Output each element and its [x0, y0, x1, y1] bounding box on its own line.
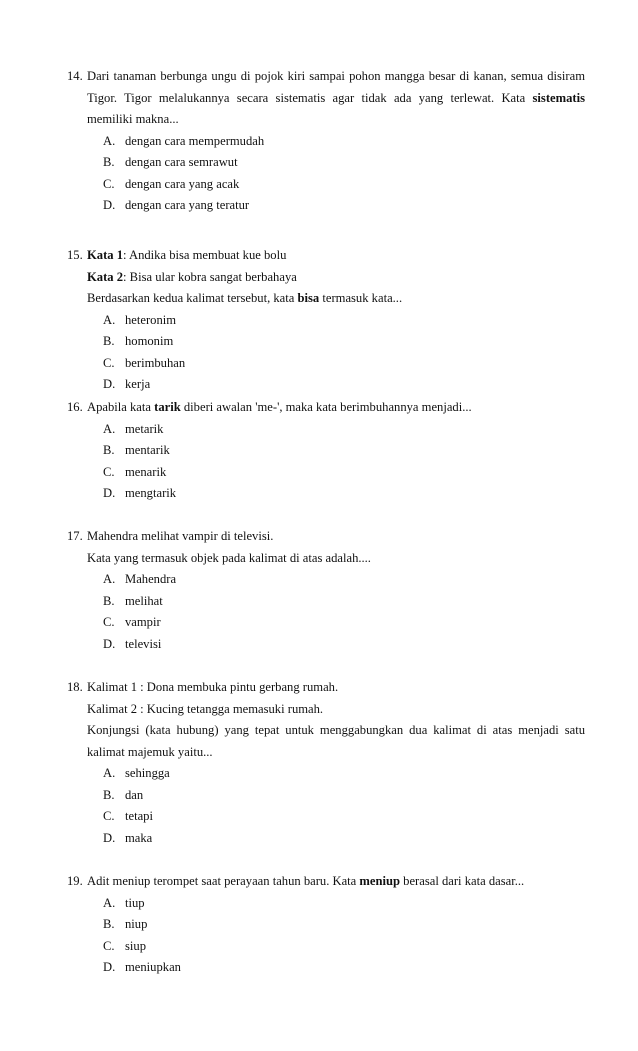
option-letter: B. — [103, 155, 115, 169]
bold-keyword: bisa — [297, 291, 320, 305]
question-text: Apabila kata — [87, 400, 155, 414]
option-text: dengan cara semrawut — [125, 155, 238, 169]
question-text-line — [67, 548, 585, 570]
question-text: Mahendra melihat vampir di televisi. — [87, 529, 274, 543]
option-text: menarik — [125, 464, 167, 479]
question-text: Dari tanaman berbunga ungu di pojok kiri sampai pohon mangga besar di kanan, semua disiram — [87, 69, 585, 83]
question-number: 16. — [67, 400, 83, 414]
question-text: Kalimat 2 : Kucing tetangga memasuki rumah. — [87, 701, 324, 716]
question-text-line — [67, 871, 585, 893]
question-text-line — [67, 742, 585, 764]
question-text: memiliki makna... — [87, 112, 179, 126]
option-letter: D. — [103, 486, 116, 500]
option-text: maka — [125, 830, 153, 845]
option-b[interactable] — [67, 785, 585, 807]
option-d[interactable] — [67, 634, 585, 656]
bold-keyword: sistematis — [532, 90, 585, 105]
option-text: mengtarik — [125, 486, 177, 500]
option-b[interactable] — [67, 152, 585, 174]
option-text: vampir — [125, 615, 161, 629]
option-c[interactable] — [67, 353, 585, 375]
option-text: dengan cara yang acak — [125, 176, 240, 191]
question-text-line — [67, 699, 585, 721]
option-text: dengan cara yang teratur — [125, 198, 250, 212]
option-letter: D. — [103, 830, 116, 845]
option-text: siup — [125, 938, 146, 953]
question-text: : Andika bisa membuat kue bolu — [123, 248, 287, 262]
question-text: Tigor. Tigor melalukannya secara sistematis agar tidak ada yang terlewat. Kata — [87, 90, 533, 105]
option-letter: C. — [103, 938, 115, 953]
option-b[interactable] — [67, 331, 585, 353]
question-text: termasuk kata... — [319, 291, 403, 305]
option-letter: C. — [103, 615, 115, 629]
question-text: kalimat majemuk yaitu... — [87, 744, 213, 759]
question-number: 19. — [67, 874, 83, 888]
question-text-line — [67, 66, 585, 88]
question-text-line — [67, 397, 585, 419]
question-text: Konjungsi (kata hubung) yang tepat untuk menggabungkan dua kalimat di atas menjadi satu — [87, 723, 585, 737]
question-text: Berdasarkan kedua kalimat tersebut, kata — [87, 291, 298, 305]
option-letter: B. — [103, 593, 115, 608]
option-letter: A. — [103, 766, 116, 780]
option-c[interactable] — [67, 806, 585, 828]
option-text: kerja — [125, 377, 151, 391]
option-a[interactable] — [67, 763, 585, 785]
option-letter: C. — [103, 355, 115, 370]
question-text-line — [67, 267, 585, 289]
option-a[interactable] — [67, 310, 585, 332]
question-text: diberi awalan 'me-', maka kata berimbuhannya menjadi... — [180, 400, 472, 414]
question-text-line — [67, 288, 585, 310]
option-c[interactable] — [67, 612, 585, 634]
option-text: melihat — [125, 593, 163, 608]
option-text: heteronim — [125, 312, 177, 327]
option-text: sehingga — [125, 766, 170, 780]
option-a[interactable] — [67, 131, 585, 153]
question-text: Kalimat 1 : Dona membuka pintu gerbang rumah. — [87, 680, 339, 694]
question-14 — [67, 66, 585, 217]
option-c[interactable] — [67, 174, 585, 196]
option-c[interactable] — [67, 462, 585, 484]
option-text: televisi — [125, 636, 162, 651]
option-a[interactable] — [67, 419, 585, 441]
option-letter: C. — [103, 464, 115, 479]
option-text: tiup — [125, 895, 145, 910]
question-text: Adit meniup terompet saat perayaan tahun baru. Kata — [87, 874, 360, 888]
option-letter: A. — [103, 421, 116, 436]
question-text-line — [67, 720, 585, 742]
question-number: 15. — [67, 248, 83, 262]
option-a[interactable] — [67, 893, 585, 915]
option-text: tetapi — [125, 809, 153, 823]
question-text-line — [67, 245, 585, 267]
question-number: 17. — [67, 529, 83, 543]
option-b[interactable] — [67, 440, 585, 462]
option-text: dan — [125, 787, 144, 802]
option-d[interactable] — [67, 828, 585, 850]
question-text: Kata yang termasuk objek pada kalimat di atas adalah.... — [87, 550, 371, 565]
bold-keyword: tarik — [154, 400, 181, 414]
question-17 — [67, 526, 585, 655]
question-18 — [67, 677, 585, 849]
option-letter: D. — [103, 377, 116, 391]
option-d[interactable] — [67, 195, 585, 217]
option-text: mentarik — [125, 443, 170, 457]
option-b[interactable] — [67, 914, 585, 936]
option-text: berimbuhan — [125, 355, 186, 370]
bold-keyword: Kata 2 — [87, 269, 124, 284]
option-letter: B. — [103, 787, 115, 802]
option-b[interactable] — [67, 591, 585, 613]
option-letter: A. — [103, 572, 116, 586]
question-text: : Bisa ular kobra sangat berbahaya — [123, 269, 297, 284]
option-a[interactable] — [67, 569, 585, 591]
question-number: 18. — [67, 680, 83, 694]
option-letter: D. — [103, 636, 116, 651]
bold-keyword: meniup — [359, 874, 401, 888]
question-text-line — [67, 677, 585, 699]
question-text-line — [67, 109, 585, 131]
option-text: homonim — [125, 334, 174, 348]
option-c[interactable] — [67, 936, 585, 958]
option-letter: B. — [103, 334, 115, 348]
option-letter: A. — [103, 895, 116, 910]
option-text: meniupkan — [125, 960, 181, 974]
option-letter: A. — [103, 133, 116, 148]
option-letter: C. — [103, 176, 115, 191]
option-letter: B. — [103, 443, 115, 457]
option-d[interactable] — [67, 957, 585, 979]
question-text-line — [67, 526, 585, 548]
question-16 — [67, 397, 585, 505]
question-15 — [67, 245, 585, 396]
question-19 — [67, 871, 585, 979]
option-letter: D. — [103, 198, 116, 212]
option-text: dengan cara mempermudah — [125, 133, 265, 148]
option-d[interactable] — [67, 374, 585, 396]
option-text: Mahendra — [125, 572, 177, 586]
option-text: niup — [125, 917, 148, 931]
question-text: berasal dari kata dasar... — [400, 874, 525, 888]
option-d[interactable] — [67, 483, 585, 505]
option-letter: D. — [103, 960, 116, 974]
option-text: metarik — [125, 421, 164, 436]
bold-keyword: Kata 1 — [87, 248, 124, 262]
option-letter: C. — [103, 809, 115, 823]
question-text-line — [67, 88, 585, 110]
option-letter: A. — [103, 312, 116, 327]
option-letter: B. — [103, 917, 115, 931]
question-number: 14. — [67, 69, 83, 83]
